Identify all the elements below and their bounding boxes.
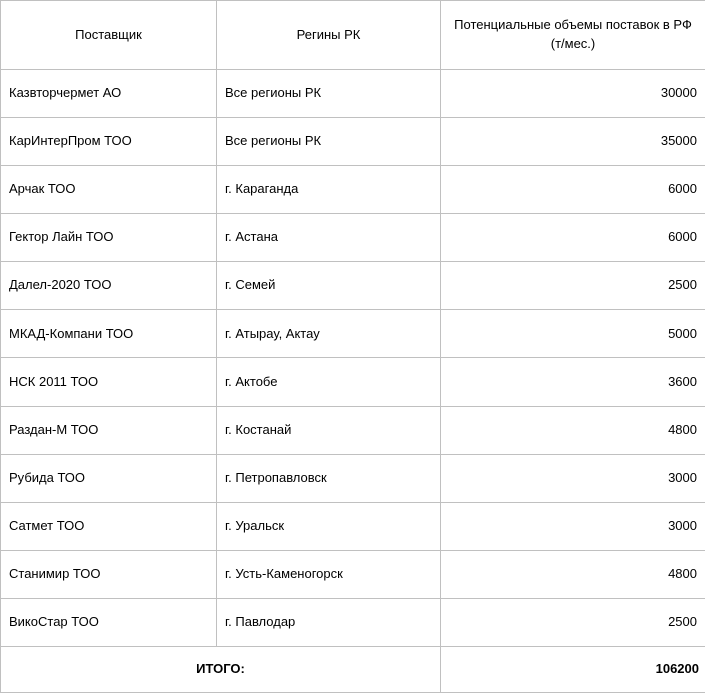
supplier-cell: Казвторчермет АО	[1, 70, 217, 118]
volume-cell: 6000	[441, 214, 705, 262]
column-header-volume: Потенциальные объемы поставок в РФ (т/мес.)	[441, 1, 705, 70]
supplier-cell: Сатмет ТОО	[1, 502, 217, 550]
volume-cell: 2500	[441, 262, 705, 310]
region-cell: г. Павлодар	[217, 598, 441, 646]
header-row	[1, 1, 705, 70]
region-cell: г. Актобе	[217, 358, 441, 406]
table-row	[1, 550, 705, 598]
supplier-cell: Далел-2020 ТОО	[1, 262, 217, 310]
region-cell: г. Петропавловск	[217, 454, 441, 502]
table-row	[1, 262, 705, 310]
table-row	[1, 358, 705, 406]
supplier-cell: Арчак ТОО	[1, 166, 217, 214]
table-row	[1, 406, 705, 454]
table-row	[1, 502, 705, 550]
region-cell: г. Усть-Каменогорск	[217, 550, 441, 598]
table-row	[1, 118, 705, 166]
volume-cell: 4800	[441, 406, 705, 454]
total-value: 106200	[441, 647, 705, 693]
supplier-cell: КарИнтерПром ТОО	[1, 118, 217, 166]
region-cell: г. Караганда	[217, 166, 441, 214]
supplier-cell: НСК 2011 ТОО	[1, 358, 217, 406]
table-row	[1, 166, 705, 214]
volume-cell: 3000	[441, 502, 705, 550]
supplier-cell: МКАД-Компани ТОО	[1, 310, 217, 358]
total-row	[1, 647, 705, 693]
table-row	[1, 454, 705, 502]
table-row	[1, 310, 705, 358]
region-cell: г. Уральск	[217, 502, 441, 550]
column-header-region: Регины РК	[217, 1, 441, 70]
region-cell: г. Астана	[217, 214, 441, 262]
region-cell: Все регионы РК	[217, 118, 441, 166]
volume-cell: 30000	[441, 70, 705, 118]
volume-cell: 4800	[441, 550, 705, 598]
supplier-cell: Рубида ТОО	[1, 454, 217, 502]
volume-cell: 5000	[441, 310, 705, 358]
table-row	[1, 214, 705, 262]
volume-cell: 6000	[441, 166, 705, 214]
supplier-cell: ВикоСтар ТОО	[1, 598, 217, 646]
table-row	[1, 598, 705, 646]
table-row	[1, 70, 705, 118]
supplier-cell: Раздан-М ТОО	[1, 406, 217, 454]
total-label: ИТОГО:	[1, 647, 441, 693]
region-cell: г. Атырау, Актау	[217, 310, 441, 358]
volume-cell: 35000	[441, 118, 705, 166]
volume-cell: 3000	[441, 454, 705, 502]
region-cell: г. Семей	[217, 262, 441, 310]
column-header-supplier: Поставщик	[1, 1, 217, 70]
supplier-cell: Станимир ТОО	[1, 550, 217, 598]
supplier-cell: Гектор Лайн ТОО	[1, 214, 217, 262]
volume-cell: 2500	[441, 598, 705, 646]
volume-cell: 3600	[441, 358, 705, 406]
region-cell: г. Костанай	[217, 406, 441, 454]
region-cell: Все регионы РК	[217, 70, 441, 118]
